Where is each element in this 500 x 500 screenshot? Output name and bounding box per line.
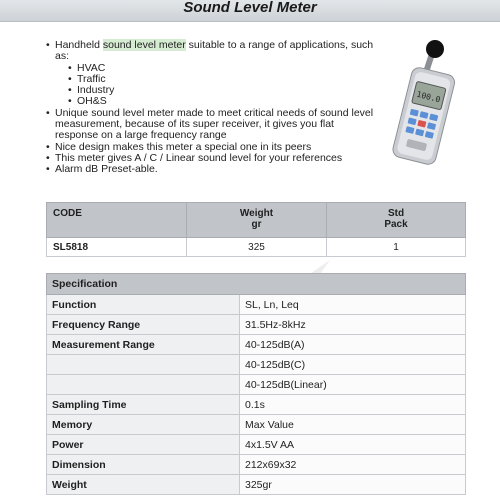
code-header: CODE — [47, 203, 187, 238]
spec-label: Power — [47, 435, 240, 455]
application-item: • Industry — [68, 85, 376, 96]
spec-header-row — [47, 274, 466, 295]
list-item: • Nice design makes this meter a special one in its peers — [46, 142, 376, 153]
table-row — [47, 455, 466, 475]
table-row — [47, 435, 466, 455]
display-reading: 100.0 — [415, 89, 442, 105]
pack-header — [327, 203, 466, 238]
spec-title: Specification — [47, 274, 466, 295]
spec-value: 40-125dB(Linear) — [240, 375, 466, 395]
spec-value: 40-125dB(C) — [240, 355, 466, 375]
highlighted-term: sound level meter — [102, 39, 186, 51]
application-item: • Traffic — [68, 74, 376, 85]
spec-label: Sampling Time — [47, 395, 240, 415]
list-item: • Unique sound level meter made to meet critical needs of sound level measurement, because of its super receiver, it gives you flat response on a large frequency range — [46, 108, 376, 142]
spec-value: Max Value — [240, 415, 466, 435]
spec-label: Dimension — [47, 455, 240, 475]
title-bar — [0, 0, 500, 22]
weight-cell: 325 — [187, 238, 327, 257]
spec-value: 40-125dB(A) — [240, 335, 466, 355]
spec-value: 0.1s — [240, 395, 466, 415]
weight-header-unit: gr — [251, 219, 262, 230]
feature-list — [46, 40, 376, 176]
code-table — [46, 202, 466, 257]
pack-cell: 1 — [327, 238, 466, 257]
spec-label: Measurement Range — [47, 335, 240, 355]
sound-level-meter-image — [388, 40, 460, 165]
list-item — [46, 40, 376, 108]
code-cell: SL5818 — [47, 238, 187, 257]
pack-header-unit: Pack — [384, 219, 408, 230]
spec-label-empty — [47, 355, 240, 375]
spec-value: 31.5Hz-8kHz — [240, 315, 466, 335]
spec-value: 325gr — [240, 475, 466, 495]
spec-label: Weight — [47, 475, 240, 495]
table-row — [47, 395, 466, 415]
weight-header-label: Weight — [239, 208, 274, 219]
list-item: • Alarm dB Preset-able. — [46, 164, 376, 175]
table-row — [47, 375, 466, 395]
intro-before: Handheld — [55, 39, 103, 51]
table-row — [47, 238, 466, 257]
spec-label-empty — [47, 375, 240, 395]
application-item: • OH&S — [68, 96, 376, 107]
weight-header — [187, 203, 327, 238]
table-row — [47, 295, 466, 315]
application-list — [55, 63, 376, 108]
table-row — [47, 355, 466, 375]
table-row — [47, 475, 466, 495]
intro-after: suitable to a range of applications, such as: — [55, 39, 374, 63]
table-row — [47, 315, 466, 335]
list-item: • This meter gives A / C / Linear sound level for your references — [46, 153, 376, 164]
spec-value: 4x1.5V AA — [240, 435, 466, 455]
table-row — [47, 335, 466, 355]
spec-value: SL, Ln, Leq — [240, 295, 466, 315]
pack-header-label: Std — [387, 208, 405, 219]
spec-label: Memory — [47, 415, 240, 435]
specification-table — [46, 273, 466, 495]
spec-label: Frequency Range — [47, 315, 240, 335]
page-title: Sound Level Meter — [183, 0, 317, 16]
spec-label: Function — [47, 295, 240, 315]
spec-value: 212x69x32 — [240, 455, 466, 475]
application-item: • HVAC — [68, 63, 376, 74]
table-row — [47, 415, 466, 435]
